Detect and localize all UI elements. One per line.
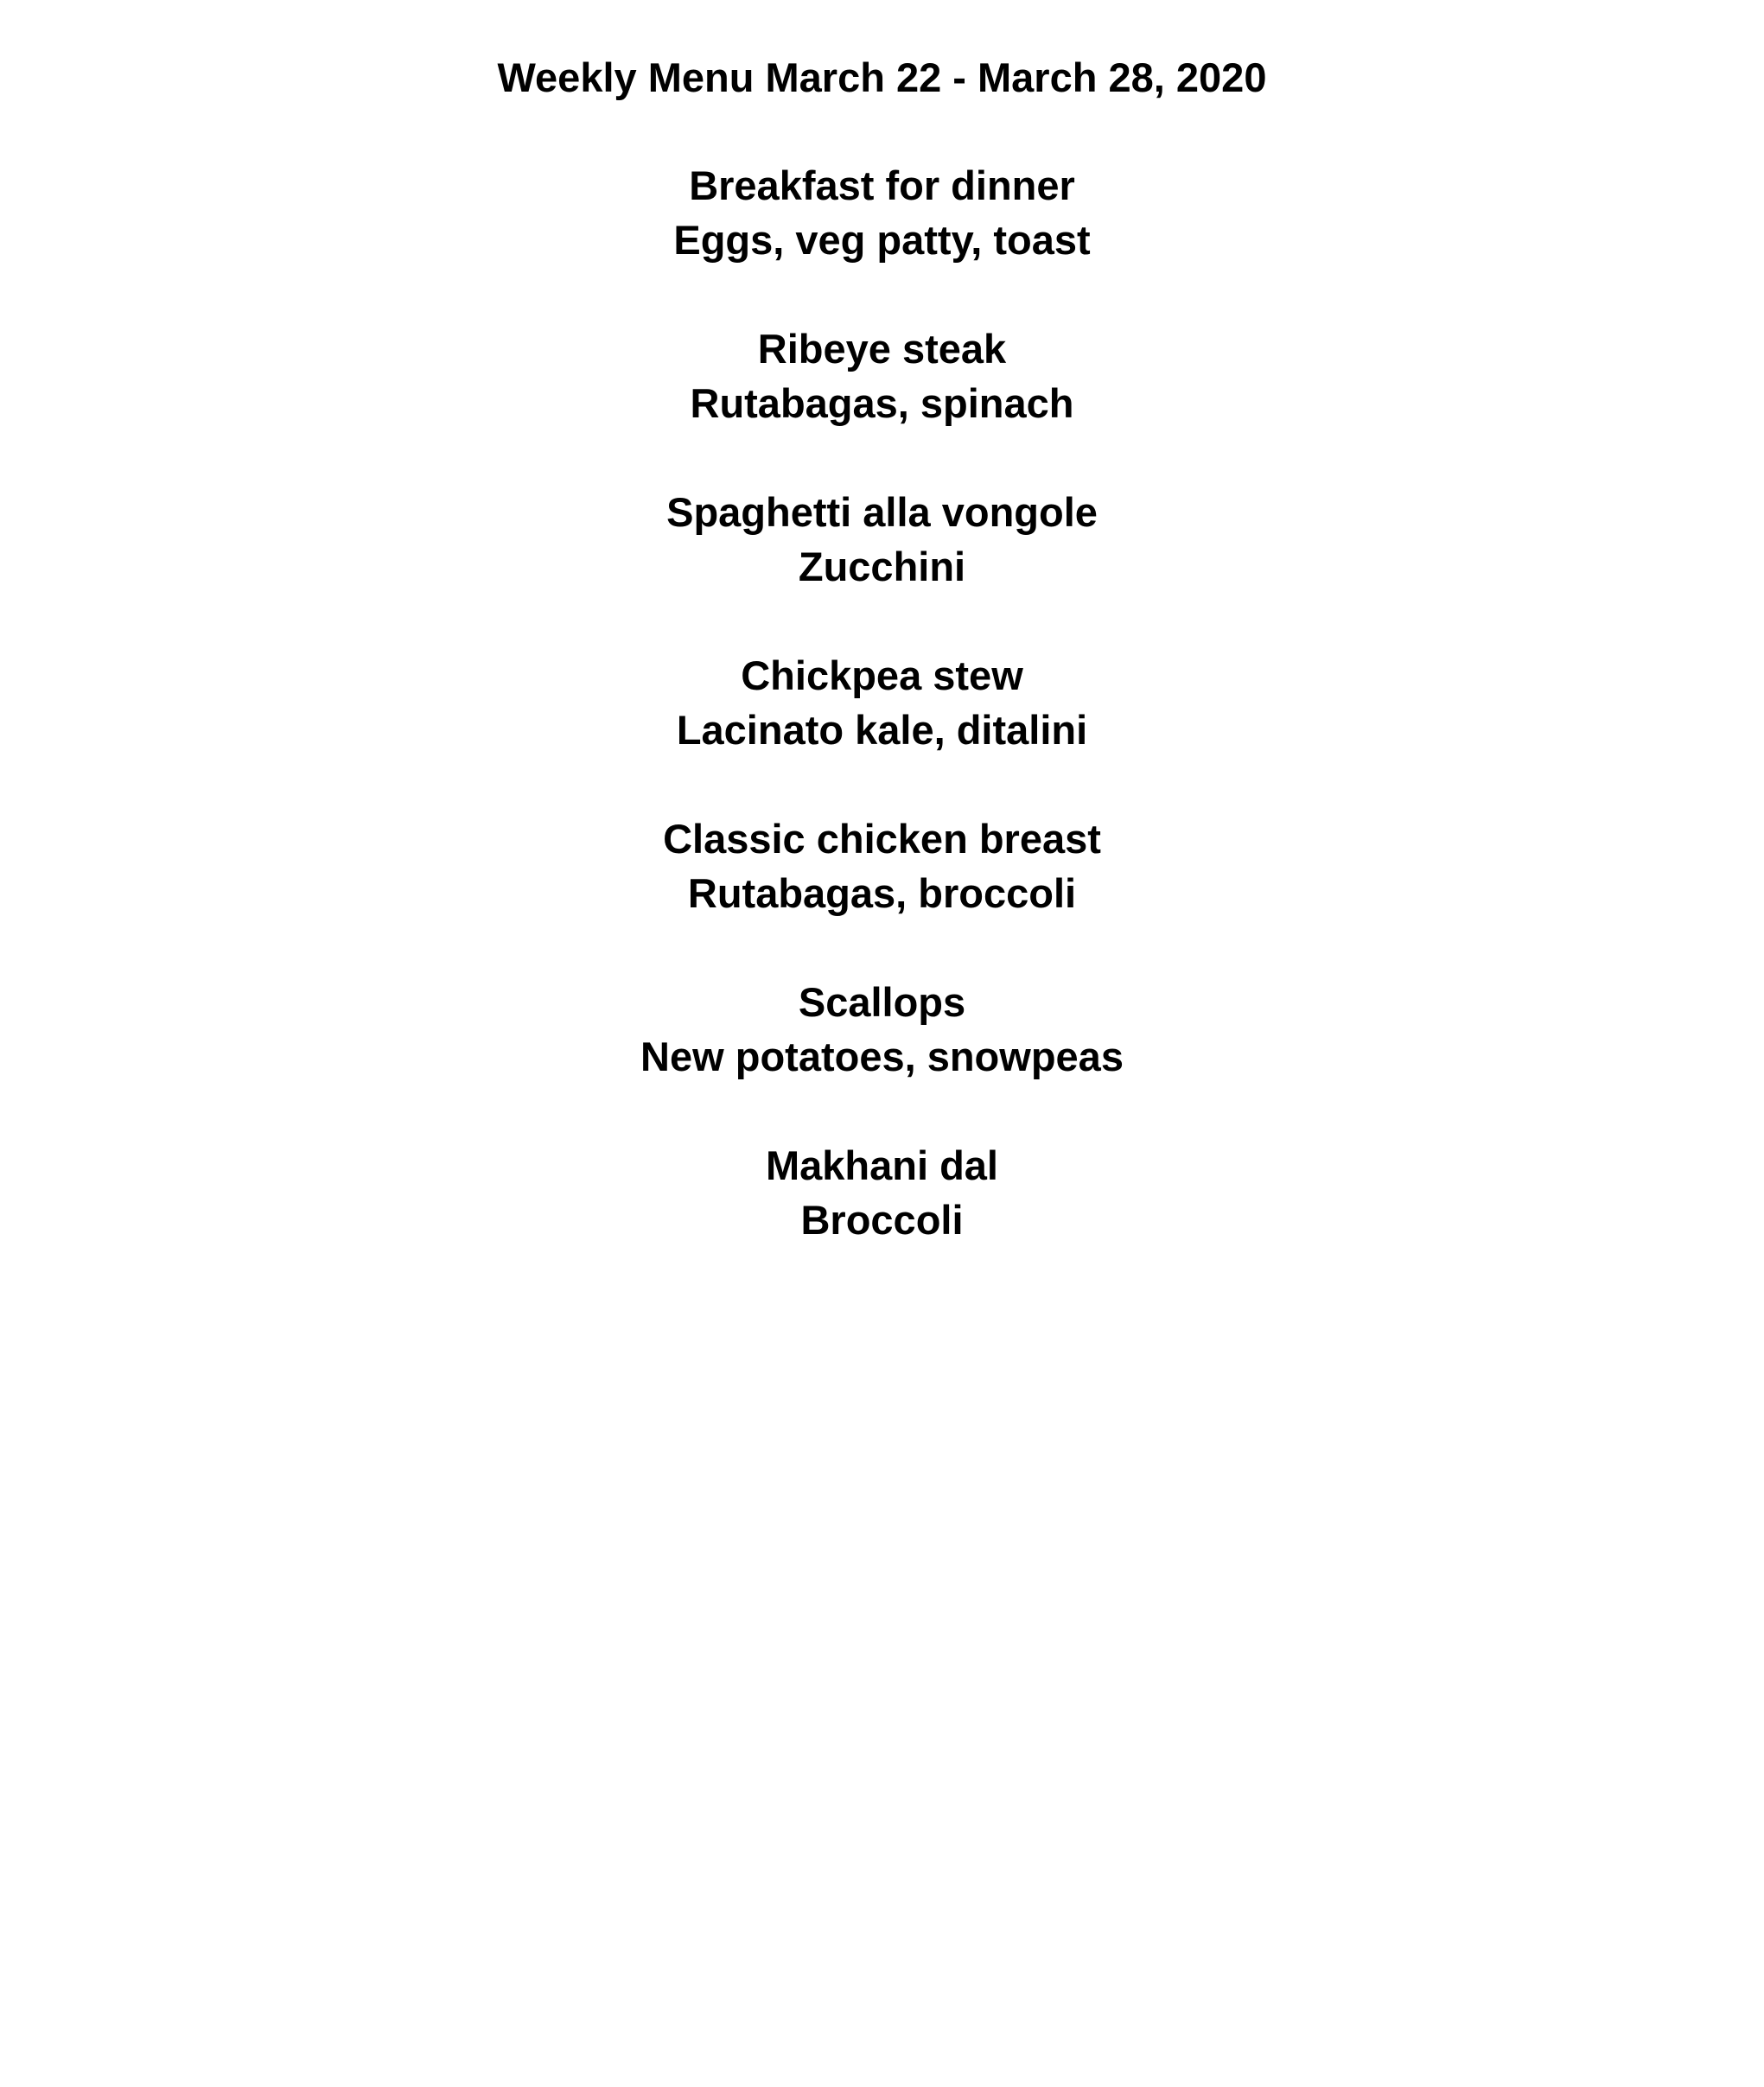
dish-sides: New potatoes, snowpeas	[640, 1034, 1124, 1079]
dish-sides: Rutabagas, spinach	[690, 380, 1074, 426]
page-title: Weekly Menu March 22 - March 28, 2020	[497, 54, 1267, 100]
menu-item	[0, 811, 1764, 975]
menu-item	[0, 648, 1764, 811]
dish-name: Spaghetti alla vongole	[666, 489, 1098, 535]
dish-sides: Broccoli	[800, 1197, 964, 1243]
menu-item	[0, 975, 1764, 1138]
dish-name: Makhani dal	[765, 1142, 998, 1188]
dish-name: Ribeye steak	[757, 326, 1007, 372]
dish-sides: Zucchini	[798, 544, 966, 589]
menu-item	[0, 321, 1764, 485]
menu-item	[0, 158, 1764, 321]
dish-sides: Rutabagas, broccoli	[687, 870, 1077, 916]
menu-item	[0, 1138, 1764, 1301]
menu-item	[0, 485, 1764, 648]
dish-name: Scallops	[798, 979, 966, 1025]
dish-name: Classic chicken breast	[663, 816, 1101, 862]
dish-name: Chickpea stew	[741, 652, 1023, 698]
dish-sides: Eggs, veg patty, toast	[673, 217, 1091, 263]
dish-sides: Lacinato kale, ditalini	[676, 707, 1088, 753]
dish-name: Breakfast for dinner	[689, 162, 1075, 208]
menu-list	[0, 158, 1764, 1301]
